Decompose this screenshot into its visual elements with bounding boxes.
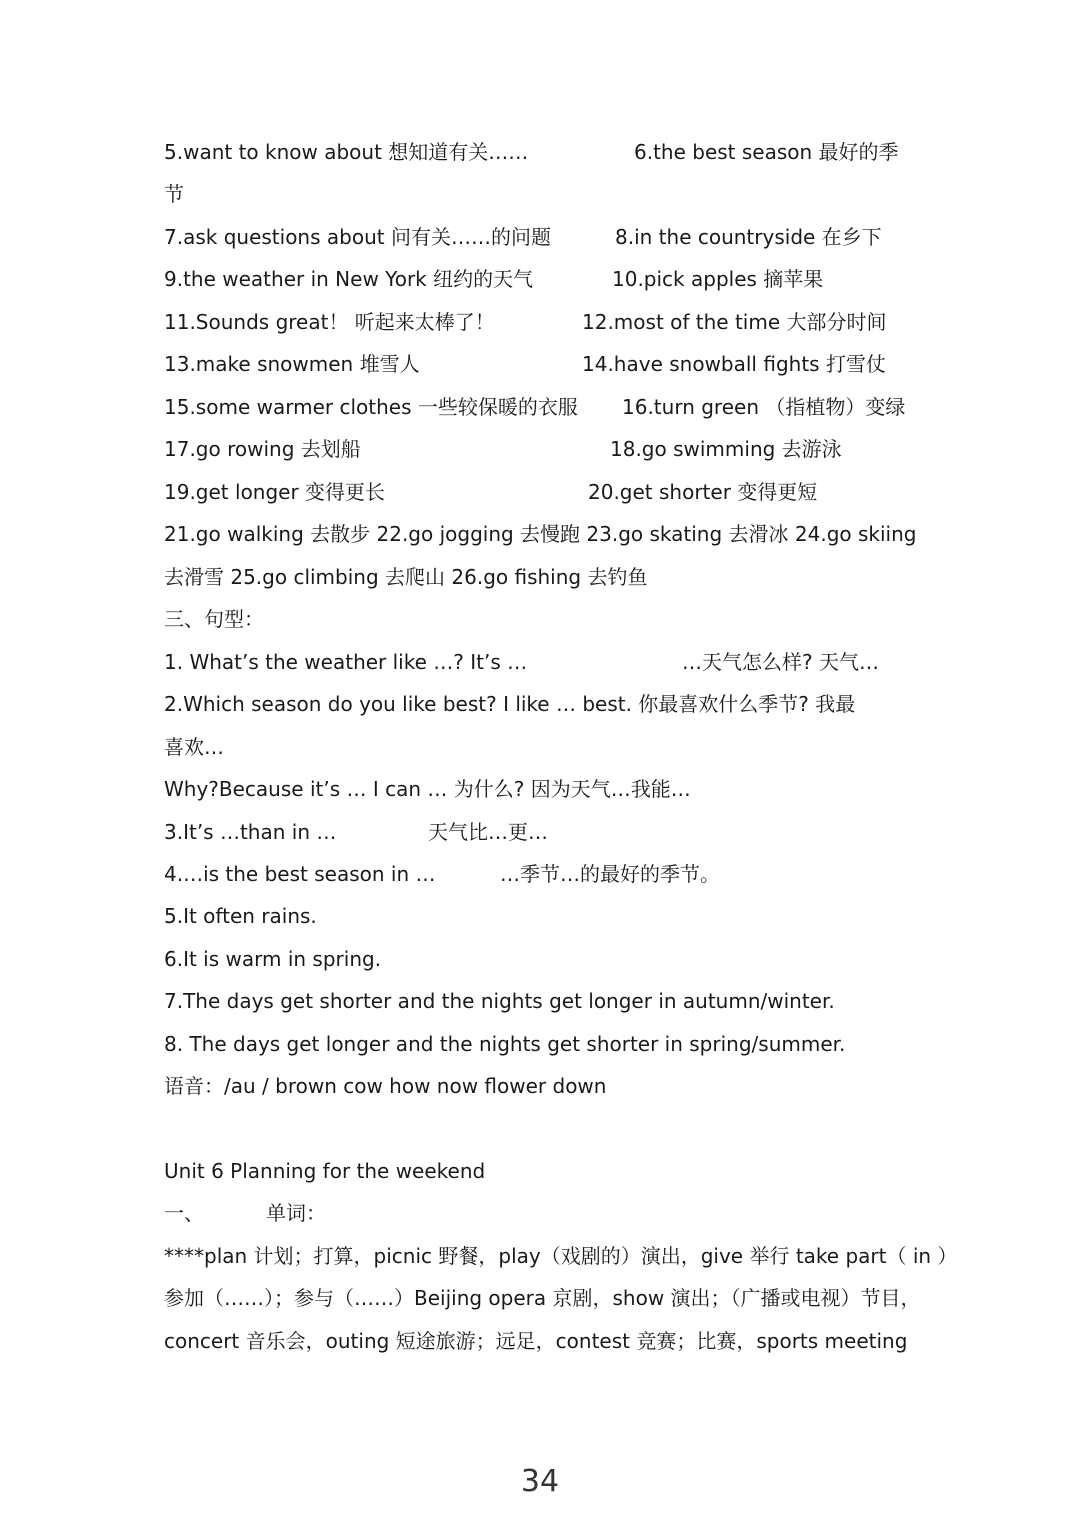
sentence-row [164, 648, 879, 676]
phrase-9: 9.the weather in New York 纽约的天气 [164, 267, 534, 291]
unit-title: Unit 6 Planning for the weekend [164, 1159, 486, 1183]
sentence-row [164, 860, 720, 888]
phrase-16: 16.turn green （指植物）变绿 [622, 395, 906, 419]
sentence-row [164, 818, 548, 846]
sentence-6: 6.It is warm in spring. [164, 947, 382, 971]
phrase-row [164, 393, 906, 421]
phrase-13: 13.make snowmen 堆雪人 [164, 352, 420, 376]
phonetics-line: 语音：/au / brown cow how now flower down [164, 1074, 607, 1098]
vocab-heading-row [164, 1199, 326, 1227]
phrase-17: 17.go rowing 去划船 [164, 437, 361, 461]
sentence-4-en: 4.…is the best season in … [164, 862, 436, 886]
phrase-row [164, 478, 818, 506]
sentence-3-en: 3.It’s …than in … [164, 820, 337, 844]
phrase-row [164, 435, 842, 463]
sentence-8: 8. The days get longer and the nights get shorter in spring/summer. [164, 1032, 846, 1056]
sentence-1-en: 1. What’s the weather like …? It’s … [164, 650, 528, 674]
phrase-20: 20.get shorter 变得更短 [588, 480, 818, 504]
phrase-12: 12.most of the time 大部分时间 [582, 310, 887, 334]
phrase-6: 6.the best season 最好的季 [634, 140, 899, 164]
phrase-18: 18.go swimming 去游泳 [610, 437, 842, 461]
phrase-row [164, 308, 887, 336]
phrase-row [164, 138, 899, 166]
phrase-row [164, 180, 184, 208]
sentence-2: 2.Which season do you like best? I like … best. 你最喜欢什么季节? 我最 [164, 692, 856, 716]
sentence-why: Why?Because it’s … I can … 为什么? 因为天气…我能… [164, 777, 691, 801]
vocab-heading: 单词： [266, 1201, 326, 1225]
phrase-row [164, 223, 882, 251]
vocab-heading-number: 一、 [164, 1201, 204, 1225]
page-number: 34 [520, 1464, 560, 1499]
phrase-row [164, 520, 916, 548]
vocab-line: ****plan 计划；打算，picnic 野餐，play（戏剧的）演出，give 举行 take part（ in ） [164, 1244, 958, 1268]
vocab-line: concert 音乐会，outing 短途旅游；远足，contest 竞赛；比赛，sports meeting [164, 1329, 908, 1353]
vocab-line: 参加（……）；参与（……）Beijing opera 京剧，show 演出；（广播或电视）节目， [164, 1286, 921, 1310]
phrase-14: 14.have snowball fights 打雪仗 [582, 352, 886, 376]
sentence-5: 5.It often rains. [164, 904, 317, 928]
phrase-5: 5.want to know about 想知道有关…… [164, 140, 529, 164]
sentence-3-cn: 天气比…更… [428, 820, 548, 844]
phrases-21-24: 21.go walking 去散步 22.go jogging 去慢跑 23.go skating 去滑冰 24.go skiing [164, 522, 917, 546]
phrase-row [164, 563, 647, 591]
phrase-row [164, 350, 886, 378]
sentence-2-continued: 喜欢… [164, 735, 224, 759]
phrase-10: 10.pick apples 摘苹果 [612, 267, 824, 291]
sentence-1-cn: …天气怎么样? 天气… [682, 650, 879, 674]
sentence-4-cn: …季节…的最好的季节。 [500, 862, 720, 886]
phrases-24-26: 去滑雪 25.go climbing 去爬山 26.go fishing 去钓鱼 [164, 565, 648, 589]
phrase-19: 19.get longer 变得更长 [164, 480, 386, 504]
phrase-row [164, 265, 824, 293]
section-heading: 三、句型： [164, 607, 264, 631]
phrase-11: 11.Sounds great！ 听起来太棒了！ [164, 310, 495, 334]
phrase-7: 7.ask questions about 问有关……的问题 [164, 225, 551, 249]
phrase-6-continued: 节 [164, 182, 184, 206]
phrase-15: 15.some warmer clothes 一些较保暖的衣服 [164, 395, 578, 419]
sentence-7: 7.The days get shorter and the nights get longer in autumn/winter. [164, 989, 835, 1013]
phrase-8: 8.in the countryside 在乡下 [615, 225, 882, 249]
